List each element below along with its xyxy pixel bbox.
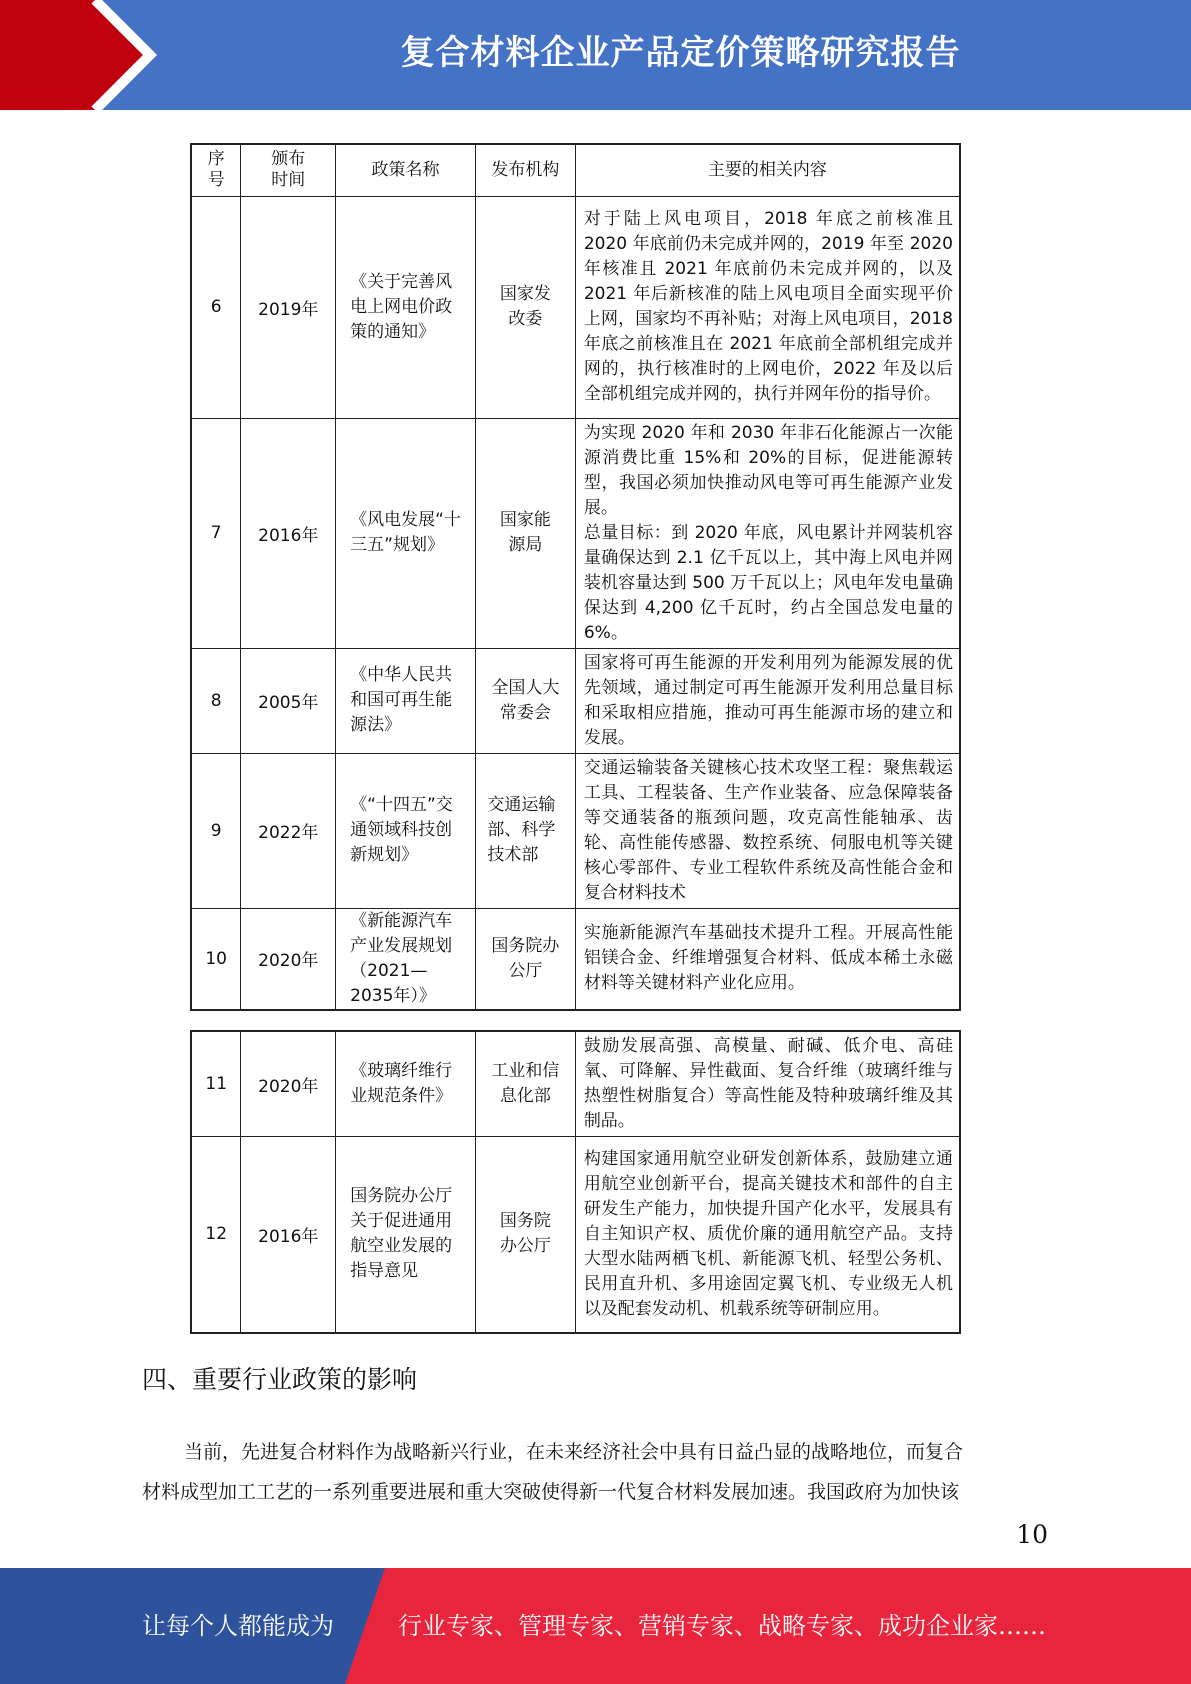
body-paragraph — [142, 1432, 1047, 1512]
row-content: 构建国家通用航空业研发创新体系，鼓励建立通用航空业创新平台，提高关键技术和部件的自主研发生产能力，加快提升国产化水平，发展具有自主知识产权、质优价廉的通用航空产品。支持大型水陆两栖飞机、新能源飞机、轻型公务机、民用直升机、多用途固定翼飞机、专业级无人机以及配套发动机、机载系统等研制应用。 — [575, 1137, 960, 1333]
section-heading: 四、重要行业政策的影响 — [142, 1365, 418, 1394]
table-header-row — [191, 144, 960, 196]
row-org: 国家能源局 — [475, 418, 575, 648]
footer-slogan-left: 让每个人都能成为 — [142, 1612, 334, 1640]
row-policy-name: 《玻璃纤维行业规范条件》 — [336, 1031, 476, 1137]
row-org: 全国人大常委会 — [475, 648, 575, 753]
row-content: 对于陆上风电项目，2018 年底之前核准且 2020 年底前仍未完成并网的，2019 年至 2020 年核准且 2021 年底前仍未完成并网的，以及 2021 年后新核准的陆上风电项目全面实现平价上网，国家均不再补贴；对海上风电项目，2018 年底之前核准且在 2021 年底前全部机组完成并网的，执行核准时的上网电价，2022 年及以后全部机组完成并网的，执行并网年份的指导价。 — [575, 196, 960, 418]
row-year: 2016年 — [241, 1137, 336, 1333]
header-content: 主要的相关内容 — [575, 144, 960, 196]
table-row — [191, 1031, 960, 1137]
row-org: 国务院办公厅 — [475, 1137, 575, 1333]
row-year: 2016年 — [241, 418, 336, 648]
row-year: 2005年 — [241, 648, 336, 753]
header-org: 发布机构 — [475, 144, 575, 196]
report-title: 复合材料企业产品定价策略研究报告 — [400, 33, 961, 73]
row-content: 国家将可再生能源的开发利用列为能源发展的优先领域，通过制定可再生能源开发利用总量目标和采取相应措施，推动可再生能源市场的建立和发展。 — [575, 648, 960, 753]
row-no: 10 — [191, 908, 241, 1010]
row-policy-name: 《“十四五”交通领域科技创新规划》 — [336, 753, 476, 908]
row-policy-name: 《关于完善风电上网电价政策的通知》 — [336, 196, 476, 418]
row-year: 2022年 — [241, 753, 336, 908]
row-content-part2: 总量目标：到 2020 年底，风电累计并网装机容量确保达到 2.1 亿千瓦以上，其中海上风电并网装机容量达到 500 万千瓦以上；风电年发电量确保达到 4,200 亿千瓦时，约占全国总发电量的 6%。 — [583, 522, 953, 643]
row-content-part1: 为实现 2020 年和 2030 年非石化能源占一次能源消费比重 15%和 20%的目标，促进能源转型，我国必须加快推动风电等可再生能源产业发展。 — [583, 422, 953, 518]
row-content: 实施新能源汽车基础技术提升工程。开展高性能铝镁合金、纤维增强复合材料、低成本稀土永磁材料等关键材料产业化应用。 — [575, 908, 960, 1010]
row-no: 8 — [191, 648, 241, 753]
row-year: 2019年 — [241, 196, 336, 418]
row-no: 11 — [191, 1031, 241, 1137]
footer-slogan-right: 行业专家、管理专家、营销专家、战略专家、成功企业家…… — [398, 1612, 1046, 1640]
row-no: 6 — [191, 196, 241, 418]
table-row — [191, 908, 960, 1010]
row-content: 交通运输装备关键核心技术攻坚工程：聚焦载运工具、工程装备、生产作业装备、应急保障装备等交通装备的瓶颈问题，攻克高性能轴承、齿轮、高性能传感器、数控系统、伺服电机等关键核心零部件、专业工程软件系统及高性能合金和复合材料技术 — [575, 753, 960, 908]
row-no: 9 — [191, 753, 241, 908]
row-policy-name: 国务院办公厅关于促进通用航空业发展的指导意见 — [336, 1137, 476, 1333]
header-name: 政策名称 — [336, 144, 476, 196]
table-row — [191, 753, 960, 908]
row-no: 12 — [191, 1137, 241, 1333]
table-row — [191, 1137, 960, 1333]
page-header — [0, 0, 1191, 110]
row-org: 交通运输部、科学技术部 — [475, 753, 575, 908]
page-number: 10 — [1016, 1520, 1048, 1549]
table-row — [191, 196, 960, 418]
row-org: 工业和信息化部 — [475, 1031, 575, 1137]
row-year: 2020年 — [241, 1031, 336, 1137]
row-year: 2020年 — [241, 908, 336, 1010]
table-row — [191, 418, 960, 648]
page-footer — [0, 1568, 1191, 1684]
table-row — [191, 648, 960, 753]
row-content: 鼓励发展高强、高模量、耐碱、低介电、高硅氧、可降解、异性截面、复合纤维（玻璃纤维与热塑性树脂复合）等高性能及特种玻璃纤维及其制品。 — [575, 1031, 960, 1137]
policy-table-part1 — [190, 143, 961, 1011]
row-org: 国务院办公厅 — [475, 908, 575, 1010]
row-policy-name: 《中华人民共和国可再生能源法》 — [336, 648, 476, 753]
row-content — [575, 418, 960, 648]
header-year: 颁布时间 — [241, 144, 336, 196]
row-no: 7 — [191, 418, 241, 648]
paragraph-line: 当前，先进复合材料作为战略新兴行业，在未来经济社会中具有日益凸显的战略地位，而复合 — [184, 1441, 964, 1463]
row-policy-name: 《风电发展“十三五”规划》 — [336, 418, 476, 648]
policy-table-part2 — [190, 1030, 961, 1334]
header-no: 序号 — [191, 144, 241, 196]
row-policy-name: 《新能源汽车产业发展规划（2021—2035年）》 — [336, 908, 476, 1010]
paragraph-line: 材料成型加工工艺的一系列重要进展和重大突破使得新一代复合材料发展加速。我国政府为加快该 — [142, 1481, 960, 1503]
row-org: 国家发改委 — [475, 196, 575, 418]
